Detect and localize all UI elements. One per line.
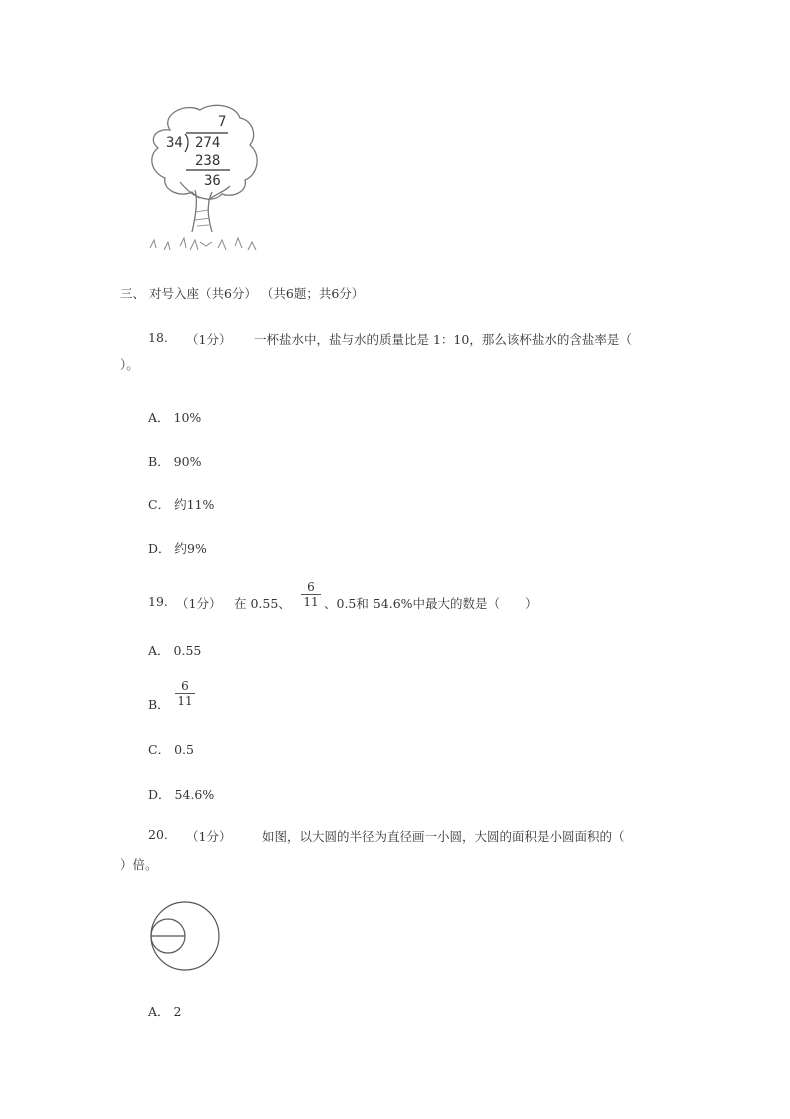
fraction-denominator: 11 bbox=[303, 595, 319, 609]
option-letter: B． bbox=[148, 697, 170, 712]
question-19-option-d[interactable] bbox=[148, 785, 214, 803]
question-19-number: 19. bbox=[148, 594, 168, 609]
remainder: 36 bbox=[204, 173, 221, 189]
question-18-option-d[interactable] bbox=[148, 539, 207, 557]
option-letter: B． bbox=[148, 454, 170, 469]
option-letter: C． bbox=[148, 497, 171, 512]
option-letter: C． bbox=[148, 742, 171, 757]
option-letter: A． bbox=[148, 410, 170, 425]
question-19-text-before: 在 0.55、 bbox=[234, 596, 291, 611]
question-19-fraction bbox=[301, 581, 321, 608]
option-letter: D． bbox=[148, 541, 171, 556]
option-text: 2 bbox=[173, 1004, 182, 1019]
product: 238 bbox=[195, 153, 221, 169]
question-18-option-a[interactable] bbox=[148, 408, 201, 426]
question-18-option-b[interactable] bbox=[148, 452, 201, 470]
option-text: 90% bbox=[173, 454, 202, 469]
question-20-score: （1分） bbox=[186, 829, 232, 844]
option-letter: D． bbox=[148, 787, 171, 802]
option-text: 10% bbox=[173, 410, 202, 425]
question-19-text-after: 、0.5和 54.6%中最大的数是（ ） bbox=[324, 596, 538, 611]
question-20-option-a[interactable] bbox=[148, 1002, 181, 1020]
dividend: 274 bbox=[195, 135, 221, 151]
question-18-text-line1: 一杯盐水中，盐与水的质量比是 1：10，那么该杯盐水的含盐率是（ bbox=[254, 332, 632, 347]
question-18-number: 18. bbox=[148, 330, 168, 345]
question-19-option-a[interactable] bbox=[148, 641, 201, 659]
tree-trunk bbox=[180, 182, 230, 232]
question-20-text-line1: 如图，以大圆的半径为直径画一小圆，大圆的面积是小圆面积的（ bbox=[262, 829, 625, 844]
option-text: 0.55 bbox=[173, 643, 202, 658]
question-18-text-line2: ）。 bbox=[120, 357, 139, 372]
question-18-option-c[interactable] bbox=[148, 495, 214, 513]
question-20-number: 20. bbox=[148, 827, 168, 842]
question-19-score: （1分） bbox=[176, 596, 222, 611]
option-letter: A． bbox=[148, 1004, 170, 1019]
question-19-option-b[interactable] bbox=[148, 695, 170, 713]
option-text: 54.6% bbox=[174, 787, 215, 802]
question-19-option-c[interactable] bbox=[148, 740, 194, 758]
option-b-fraction bbox=[175, 680, 195, 707]
grass bbox=[150, 238, 256, 250]
option-letter: A． bbox=[148, 643, 170, 658]
question-18-score: （1分） bbox=[186, 332, 232, 347]
fraction-numerator: 6 bbox=[181, 679, 189, 693]
quotient: 7 bbox=[218, 114, 227, 130]
divisor: 34 bbox=[166, 135, 183, 151]
section-title: 三、 对号入座（共6分） （共6题；共6分） bbox=[120, 286, 365, 301]
tree-division-figure bbox=[140, 100, 270, 255]
option-text: 0.5 bbox=[174, 742, 194, 757]
fraction-numerator: 6 bbox=[307, 580, 315, 594]
question-20-text-line2: ）倍。 bbox=[120, 857, 158, 872]
fraction-denominator: 11 bbox=[177, 694, 193, 708]
option-text: 约11% bbox=[174, 497, 215, 512]
circles-figure bbox=[146, 900, 226, 975]
option-text: 约9% bbox=[174, 541, 207, 556]
